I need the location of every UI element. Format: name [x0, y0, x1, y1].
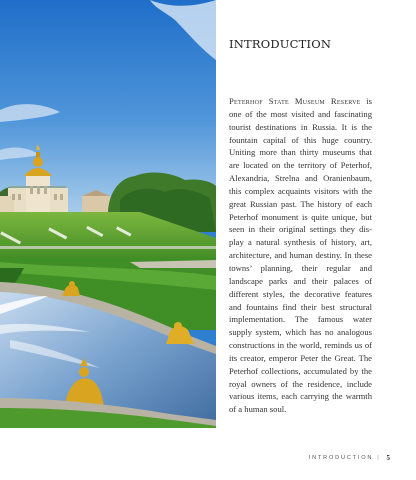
side-building	[82, 196, 110, 212]
footer-separator: |	[377, 455, 381, 461]
page-title: INTRODUCTION	[229, 37, 332, 51]
page-number: 5	[386, 454, 390, 462]
footer-section-label: INTRODUCTION	[308, 455, 374, 461]
photo-illustration	[0, 0, 216, 428]
page-footer	[309, 454, 390, 462]
lead-text: Peterhof State Museum Reserve	[229, 96, 361, 106]
body-paragraph	[229, 95, 372, 416]
paragraph-text: is one of the most visited and fascinating tourist destinations in Russia. It is the fountain capital of this huge country. Uniting more than thirty museums that are located on the territory of Peterhof, Alexandria, Strelna and Oranienbaum, this complex acquaints visitors with the great Russian past. The history of each Peterhof monument is quite unique, but seen in their original settings they display a natural synthesis of history, art, architecture, and human destiny. In these towns’ planning, their regular and landscape parks and their palaces of different styles, the decorative features and fountains find their best structural implementation. The famous water supply system, which has no analogous constructions in the world, reminds us of its creator, emperor Peter the Great. The Peterhof collections, accumulated by the royal owners of the residence, include various items, each carrying the warmth of a human soul.	[229, 96, 373, 415]
palace-fountain-photo	[0, 0, 216, 428]
